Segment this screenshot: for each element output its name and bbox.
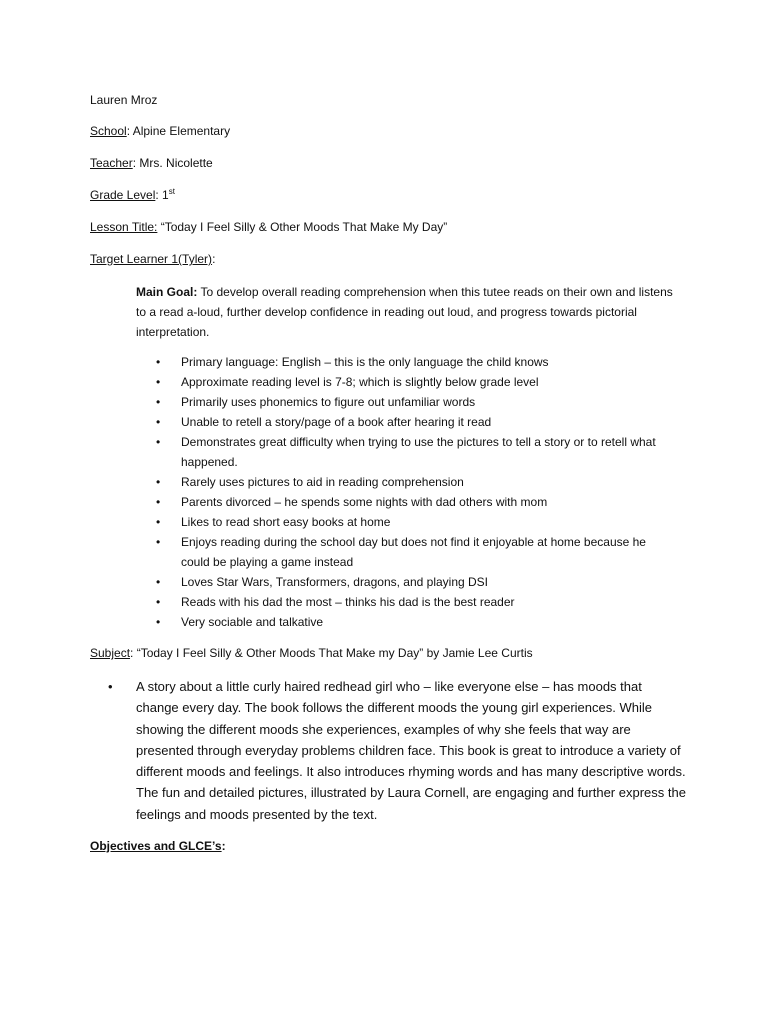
main-goal-paragraph	[136, 282, 676, 342]
target-learner-colon: :	[212, 252, 216, 266]
main-goal-label: Main Goal:	[136, 285, 198, 299]
objectives-colon: :	[221, 839, 226, 853]
bullet-icon: •	[156, 535, 161, 549]
list-item-text: Demonstrates great difficulty when trying to use the pictures to tell a story or to retell what happened.	[181, 435, 656, 469]
bullet-icon: •	[156, 355, 161, 369]
author-name: Lauren Mroz	[90, 93, 158, 107]
bullet-icon: •	[156, 575, 161, 589]
bullet-icon: •	[156, 395, 161, 409]
grade-line	[90, 187, 175, 203]
grade-superscript: st	[168, 187, 175, 196]
subject-label: Subject	[90, 646, 131, 660]
lesson-title-line	[90, 219, 447, 235]
objectives-line	[90, 838, 226, 854]
objectives-label: Objectives and GLCE’s	[90, 839, 222, 853]
subject-line	[90, 645, 533, 661]
target-learner-label: Target Learner 1(Tyler)	[90, 252, 213, 266]
list-item	[108, 676, 688, 825]
learner-notes-list	[156, 352, 676, 632]
teacher-label: Teacher	[90, 156, 133, 170]
list-item-text: Approximate reading level is 7-8; which is slightly below grade level	[181, 375, 539, 389]
list-item	[156, 412, 676, 432]
school-label: School	[90, 124, 127, 138]
bullet-icon: •	[156, 615, 161, 629]
list-item-text: Unable to retell a story/page of a book after hearing it read	[181, 415, 492, 429]
list-item-text: Very sociable and talkative	[181, 615, 324, 629]
list-item-text: Primary language: English – this is the only language the child knows	[181, 355, 549, 369]
bullet-icon: •	[156, 415, 161, 429]
list-item	[156, 432, 676, 472]
list-item	[156, 352, 676, 372]
list-item	[156, 612, 676, 632]
list-item	[156, 392, 676, 412]
list-item	[156, 512, 676, 532]
subject-description: A story about a little curly haired redhead girl who – like everyone else – has moods that change every day. The book follows the different moods the young girl experiences. While showing the different moods she experiences, examples of why she feels that way are presented through everyday problems children face. This book is great to introduce a variety of different moods and feelings. It also introduces rhyming words and has many descriptive words. The fun and detailed pictures, illustrated by Laura Cornell, are engaging and further express the feelings and moods presented by the text.	[136, 679, 686, 822]
list-item-text: Loves Star Wars, Transformers, dragons, and playing DSI	[181, 575, 489, 589]
main-goal-text: To develop overall reading comprehension when this tutee reads on their own and listens to a read a-loud, further develop confidence in reading out loud, and progress towards pictorial interpretation.	[136, 285, 673, 339]
bullet-icon: •	[156, 595, 161, 609]
list-item-text: Parents divorced – he spends some nights with dad others with mom	[181, 495, 548, 509]
subject-value: : “Today I Feel Silly & Other Moods That Make my Day” by Jamie Lee Curtis	[130, 646, 533, 660]
school-value: : Alpine Elementary	[126, 124, 231, 138]
bullet-icon: •	[156, 495, 161, 509]
lesson-title-value: “Today I Feel Silly & Other Moods That Make My Day”	[157, 220, 448, 234]
list-item	[156, 532, 676, 572]
list-item-text: Likes to read short easy books at home	[181, 515, 391, 529]
lesson-title-label: Lesson Title:	[90, 220, 158, 234]
subject-description-list	[108, 676, 688, 825]
bullet-icon: •	[108, 679, 113, 694]
bullet-icon: •	[156, 515, 161, 529]
list-item	[156, 592, 676, 612]
list-item	[156, 472, 676, 492]
list-item	[156, 572, 676, 592]
grade-label: Grade Level	[90, 188, 156, 202]
list-item-text: Primarily uses phonemics to figure out unfamiliar words	[181, 395, 476, 409]
bullet-icon: •	[156, 435, 161, 449]
grade-value: : 1	[155, 188, 169, 202]
list-item-text: Rarely uses pictures to aid in reading comprehension	[181, 475, 464, 489]
list-item-text: Reads with his dad the most – thinks his dad is the best reader	[181, 595, 515, 609]
teacher-value: : Mrs. Nicolette	[132, 156, 213, 170]
bullet-icon: •	[156, 375, 161, 389]
bullet-icon: •	[156, 475, 161, 489]
target-learner-line	[90, 251, 215, 267]
school-line	[90, 123, 230, 139]
list-item-text: Enjoys reading during the school day but does not find it enjoyable at home because he could be playing a game instead	[181, 535, 646, 569]
list-item	[156, 492, 676, 512]
list-item	[156, 372, 676, 392]
teacher-line	[90, 155, 213, 171]
